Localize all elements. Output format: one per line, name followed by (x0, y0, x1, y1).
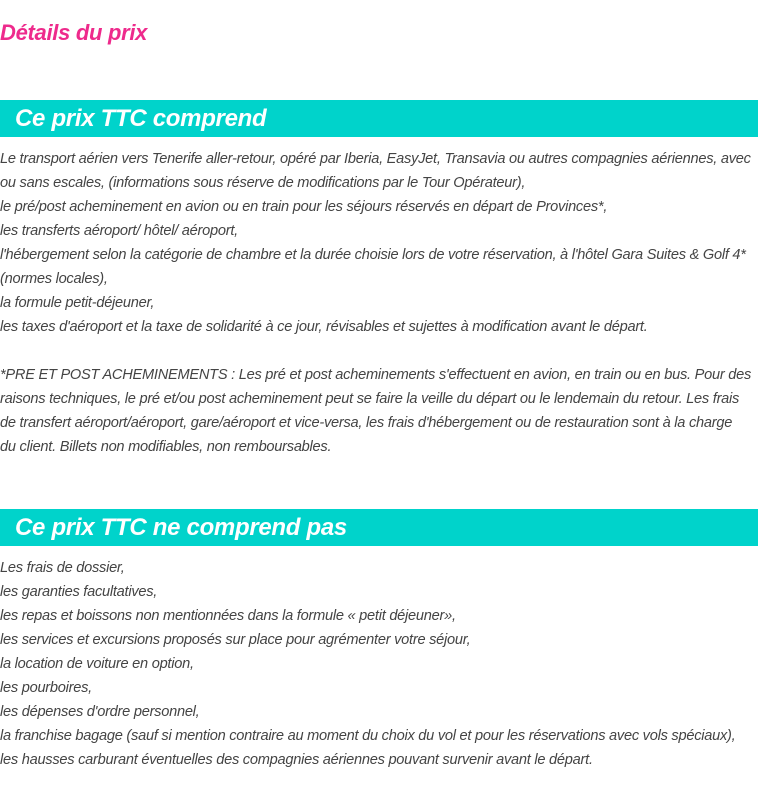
list-item: (normes locales), (0, 271, 108, 287)
list-item: les garanties facultatives, (0, 584, 158, 600)
page-title: Détails du prix (0, 20, 148, 45)
excluded-heading: Ce prix TTC ne comprend pas (0, 509, 758, 546)
list-item: Les frais de dossier, (0, 560, 125, 576)
list-item: les hausses carburant éventuelles des compagnies aériennes pouvant survenir avant le départ. (0, 752, 593, 768)
note-line: raisons techniques, le pré et/ou post acheminement peut se faire la veille du départ ou le lendemain du retour. Les frais (0, 391, 740, 407)
list-item: les transferts aéroport/ hôtel/ aéroport, (0, 223, 238, 239)
included-list (0, 147, 758, 339)
list-item: la formule petit-déjeuner, (0, 295, 155, 311)
note-line: du client. Billets non modifiables, non remboursables. (0, 439, 332, 455)
note-line: de transfert aéroport/aéroport, gare/aéroport et vice-versa, les frais d'hébergement ou de restauration sont à la charge (0, 415, 733, 431)
excluded-list (0, 556, 758, 772)
included-heading: Ce prix TTC comprend (0, 100, 758, 137)
list-item: Le transport aérien vers Tenerife aller-retour, opéré par Iberia, EasyJet, Transavia ou autres compagnies aériennes, avec (0, 151, 751, 167)
acheminement-note (0, 363, 758, 459)
list-item: l'hébergement selon la catégorie de chambre et la durée choisie lors de votre réservation, à l'hôtel Gara Suites & Golf 4* (0, 247, 746, 263)
list-item: la location de voiture en option, (0, 656, 194, 672)
list-item: les dépenses d'ordre personnel, (0, 704, 200, 720)
list-item: les pourboires, (0, 680, 92, 696)
list-item: les taxes d'aéroport et la taxe de solidarité à ce jour, révisables et sujettes à modification avant le départ. (0, 319, 648, 335)
list-item: ou sans escales, (informations sous réserve de modifications par le Tour Opérateur), (0, 175, 526, 191)
list-item: les services et excursions proposés sur place pour agrémenter votre séjour, (0, 632, 471, 648)
list-item: les repas et boissons non mentionnées dans la formule « petit déjeuner», (0, 608, 456, 624)
list-item: le pré/post acheminement en avion ou en train pour les séjours réservés en départ de Provinces*, (0, 199, 608, 215)
list-item: la franchise bagage (sauf si mention contraire au moment du choix du vol et pour les réservations avec vols spéciaux), (0, 728, 736, 744)
note-line: *PRE ET POST ACHEMINEMENTS : Les pré et post acheminements s'effectuent en avion, en train ou en bus. Pour des (0, 367, 752, 383)
